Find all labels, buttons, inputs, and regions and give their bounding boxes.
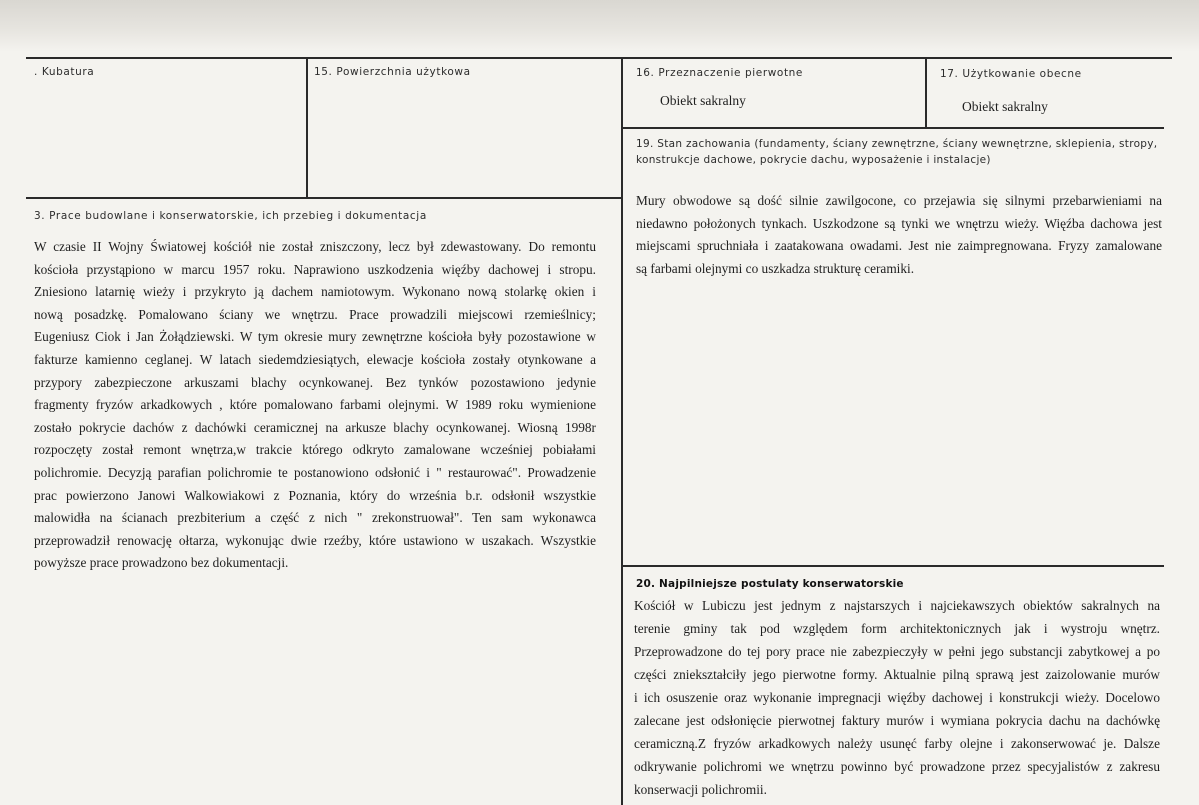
text-line: części zniekształciły jego pierwotne formy. Aktualnie pilną sprawą jest zaizolowanie murów	[634, 667, 1160, 682]
rule-f19-top	[622, 127, 1164, 129]
divider-f14-f15	[306, 57, 308, 198]
text-line: Przeprowadzone do tej pory prace nie zabezpieczyły w pełni jego substancji zabytkowej a po	[634, 644, 1160, 659]
text-line: niedawno położonych tynkach. Uszkodzone są tynki we wnętrzu wieży. Więźba dachowa jest	[636, 215, 1162, 231]
field-20-label: 20. Najpilniejsze postulaty konserwatorskie	[636, 578, 904, 590]
rule-top	[26, 57, 1172, 59]
field-19-text	[636, 190, 1162, 280]
text-line: malowidła na ścianach prezbiterium a część z nich " zrekonstruował". Ten sam wykonawca	[34, 510, 596, 526]
field-15-label: 15. Powierzchnia użytkowa	[314, 66, 471, 78]
field-14-label: . Kubatura	[34, 66, 95, 78]
scan-top-shadow	[0, 0, 1199, 52]
text-line: prac powierzono Janowi Walkowiakowi z Poznania, który do września b.r. odsłonił wszystkie	[34, 487, 596, 503]
text-line: Mury obwodowe są dość silnie zawilgocone, co przejawia się silnymi przebarwieniami na	[636, 193, 1162, 208]
field-16-label: 16. Przeznaczenie pierwotne	[636, 67, 803, 79]
text-line: nową posadzkę. Pomalowano ściany we wnętrzu. Prace prowadzili miejscowi rzemieślnicy;	[34, 306, 596, 322]
text-line: powyższe prace prowadzono bez dokumentacji.	[34, 555, 289, 571]
text-line: rozpoczęty został remont wnętrza,w trakcie którego odkryto zamalowane wcześniej pobiałami	[34, 442, 596, 458]
text-line: ceramiczną.Z fryzów arkadkowych należy usunęć farby olejne i zakonserwować je. Dalsze	[634, 736, 1160, 751]
text-line: fakturze kamienno ceglanej. W latach siedemdziesiątych, elewacje kościoła zostały otynkowane a	[34, 351, 596, 367]
text-line: są farbami olejnymi co uszkadza strukturę ceramiki.	[636, 260, 915, 276]
field-18-label: 3. Prace budowlane i konserwatorskie, ich przebieg i dokumentacja	[34, 210, 427, 222]
text-line: terenie gminy tak pod względem form architektonicznych jak i wystroju wnętrz.	[634, 621, 1160, 636]
field-17-label: 17. Użytkowanie obecne	[940, 68, 1082, 80]
text-line: Eugeniusz Ciok i Jan Żołądziewski. W tym okresie mury zewnętrzne kościoła były pozostawione w	[34, 329, 596, 345]
text-line: zostało pokrycie dachów z dachówki ceramicznej na arkusze blachy ocynkowanej. Wiosną 1998r	[34, 419, 596, 435]
text-line: Zniesiono latarnię wieży i przykryto ją dachem namiotowym. Wykonano nową stolarkę okien i	[34, 284, 596, 300]
field-17-value: Obiekt sakralny	[962, 99, 1048, 114]
text-line: W czasie II Wojny Światowej kościół nie został zniszczony, lecz był zdewastowany. Do remontu	[34, 239, 596, 254]
field-16-value: Obiekt sakralny	[660, 93, 746, 108]
text-line: polichromie. Decyzją parafian polichromie te postanowiono odsłonić i " restaurować". Prowadzenie	[34, 464, 596, 480]
field-18-text	[34, 236, 596, 575]
text-line: odkrywanie polichromi we wnętrzu powinno być prowadzone przez specyjalistów z zakresu	[634, 759, 1160, 774]
text-line: zalecane jest odsłonięcie pierwotnej faktury murów i wymiana pokrycia dachu na dachówkę	[634, 713, 1160, 728]
field-19-label: 19. Stan zachowania (fundamenty, ściany zewnętrzne, ściany wewnętrzne, sklepienia, stropy, konstrukcje dachowe, pokrycie dachu, wyposażenie i instalacje)	[636, 138, 1158, 166]
text-line: kościoła przystąpiono w marcu 1957 roku. Naprawiono uszkodzenia więźby dachowej i stropu.	[34, 261, 596, 277]
text-line: przeprowadził renowację ołtarza, wykonując dwie rzeźby, które ustawiono w uszakach. Wszystkie	[34, 532, 596, 548]
text-line: przypory zabezpieczone arkuszami blachy ocynkowanej. Bez tynków pozostawiono jedynie	[34, 374, 596, 390]
text-line: i ich osuszenie oraz wykonanie impregnacji więźby dachowej i konstrukcji wieży. Docelowo	[634, 690, 1160, 705]
divider-middle	[621, 57, 623, 805]
text-line: miejscami spruchniała i zaatakowana owadami. Jest nie zaimpregnowana. Fryzy zamalowane	[636, 238, 1162, 254]
text-line: konserwacji polichromii.	[634, 782, 767, 797]
rule-f20-top	[622, 565, 1164, 567]
text-line: fragmenty fryzów arkadkowych , które pomalowano farbami olejnymi. W 1989 roku wymienione	[34, 397, 596, 413]
text-line: Kościół w Lubiczu jest jednym z najstarszych i najciekawszych obiektów sakralnych na	[634, 598, 1160, 613]
divider-f16-f17	[925, 57, 927, 128]
rule-f18-top	[26, 197, 622, 199]
field-20-text	[634, 594, 1160, 801]
